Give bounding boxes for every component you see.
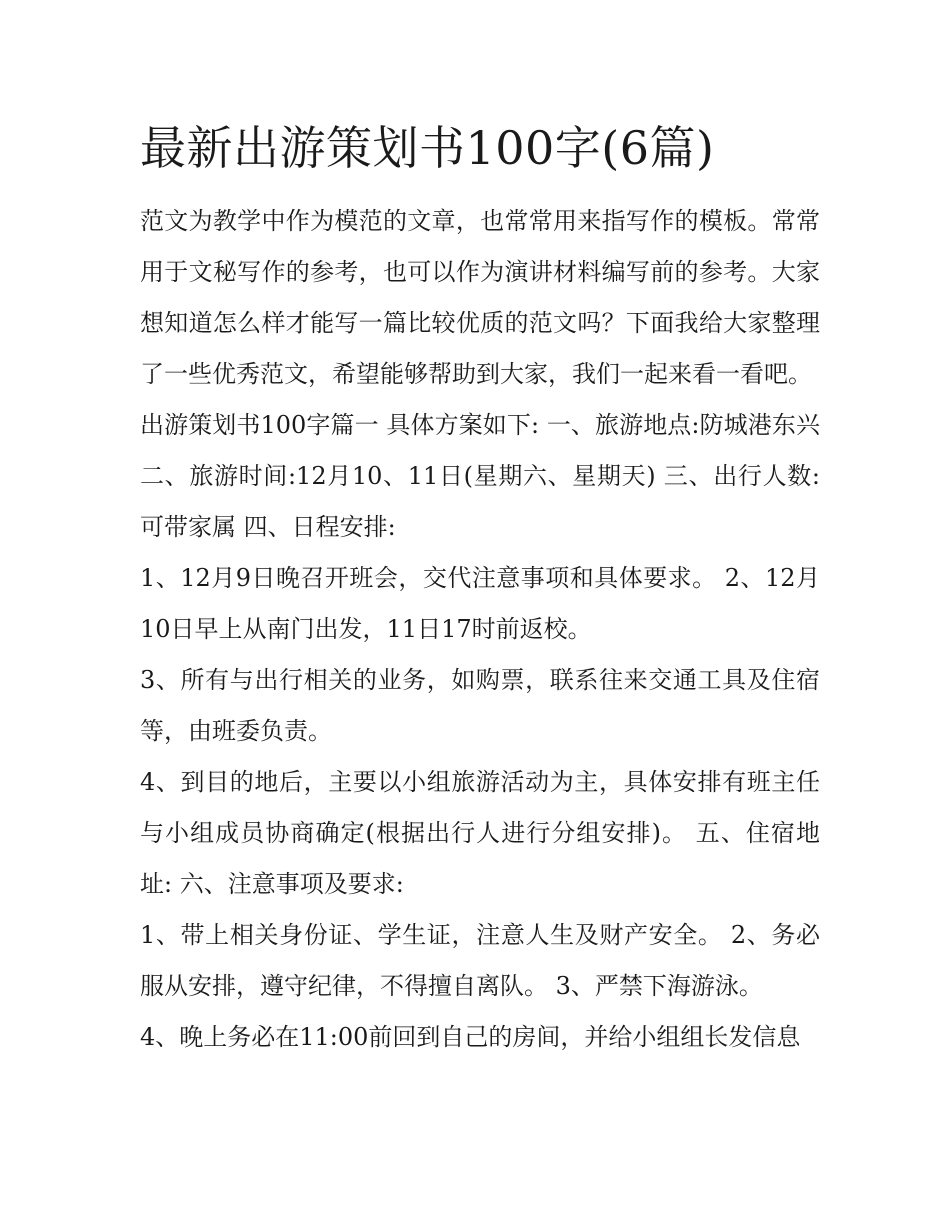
curfew-paragraph: 4、晚上务必在11:00前回到自己的房间，并给小组组长发信息 <box>140 1023 801 1051</box>
plan-overview-paragraph: 出游策划书100字篇一 具体方案如下: 一、旅游地点:防城港东兴 二、旅游时间:12月10、11日(星期六、星期天) 三、出行人数:可带家属 四、日程安排: <box>140 411 820 541</box>
requirements-paragraph: 1、带上相关身份证、学生证，注意人生及财产安全。 2、务必服从安排，遵守纪律，不得擅自离队。 3、严禁下海游泳。 <box>140 921 820 1000</box>
activities-paragraph: 4、到目的地后，主要以小组旅游活动为主，具体安排有班主任与小组成员协商确定(根据出行人进行分组安排)。 五、住宿地址: 六、注意事项及要求: <box>140 768 820 898</box>
document-title: 最新出游策划书100字(6篇) <box>140 121 715 175</box>
logistics-paragraph: 3、所有与出行相关的业务，如购票，联系往来交通工具及住宿等，由班委负责。 <box>140 666 820 745</box>
intro-paragraph: 范文为教学中作为模范的文章，也常常用来指写作的模板。常常用于文秘写作的参考，也可以作为演讲材料编写前的参考。大家想知道怎么样才能写一篇比较优质的范文吗？下面我给大家整理了一些优秀范文，希望能够帮助到大家，我们一起来看一看吧。 <box>140 207 820 388</box>
document-page <box>140 112 820 1063</box>
schedule-paragraph: 1、12月9日晚召开班会，交代注意事项和具体要求。 2、12月10日早上从南门出发，11日17时前返校。 <box>140 564 820 643</box>
